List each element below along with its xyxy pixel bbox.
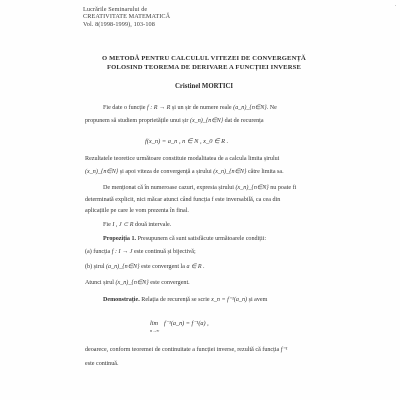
title-line-1: O METODĂ PENTRU CALCULUL VITEZEI DE CONVERGENȚĂ	[102, 55, 306, 62]
paragraph-line	[103, 222, 171, 229]
conclusion-line	[85, 280, 190, 287]
math-inline: (x_n)_{n∈N}	[189, 118, 224, 124]
text: Fie	[103, 222, 111, 228]
text: nu poate fi	[270, 185, 297, 191]
scan-speck	[395, 5, 396, 6]
demonstration-line	[103, 297, 267, 304]
text: și apoi viteza de convergență a șirului	[119, 169, 212, 175]
text: (a) funcția	[85, 249, 111, 255]
math-inline: (x_n)_{n∈N}	[213, 169, 247, 175]
text: către limita sa.	[247, 169, 284, 175]
lim-operator: lim	[150, 320, 158, 327]
header-line-3: Vol. 8(1998-1999), 103-108	[83, 20, 155, 28]
text: Atunci șirul	[85, 280, 114, 286]
paragraph-line	[85, 169, 284, 176]
text: Presupunem că sunt satisfăcute următoarele condiții:	[137, 236, 267, 242]
paragraph-line: este continuă.	[85, 361, 119, 367]
text: De menționat că în numeroase cazuri, expresia șirului	[103, 185, 234, 191]
text: este continuă și bijectivă;	[133, 249, 196, 255]
math-inline: a ∈ R .	[186, 264, 205, 270]
text: (b) șirul	[85, 264, 105, 270]
lim-subscript: n→∞	[150, 328, 160, 333]
condition-b	[85, 264, 205, 271]
paragraph-line: determinată explicit, nici măcar atunci când funcția f este inversabilă, ca cea din	[85, 197, 281, 203]
math-inline: x_n = f⁻¹(a_n)	[211, 297, 248, 303]
paragraph-line	[103, 105, 277, 112]
proposition-line	[103, 236, 266, 243]
journal-header	[83, 6, 170, 28]
paper-title	[70, 55, 338, 72]
condition-a	[85, 249, 196, 256]
paragraph-line	[85, 118, 264, 125]
paragraph-line: aplicațiile pe care le vom prezenta în final.	[85, 208, 189, 214]
paragraph-line	[85, 347, 288, 354]
text: propunem să studiem proprietățile unui șir	[85, 118, 189, 124]
text: Relația de recurență se scrie	[141, 297, 210, 303]
header-line-1: Lucrările Seminarului de	[83, 6, 148, 13]
author-name: Cristinel MORTICI	[174, 83, 234, 90]
text: și avem	[248, 297, 268, 303]
math-inline: (x_n)_{n∈N}	[235, 185, 269, 191]
text: este convergent.	[150, 280, 190, 286]
text: două intervale.	[135, 222, 172, 228]
header-line-2: CREATIVITATE MATEMATICĂ	[83, 13, 171, 21]
math-inline: f⁻¹	[280, 347, 288, 353]
proposition-label: Propoziția 1.	[103, 236, 137, 242]
math-inline: (a_n)_{n∈N}	[233, 105, 267, 111]
math-inline: (x_n)_{n∈N}	[85, 169, 119, 175]
limit-formula	[150, 320, 270, 342]
math-inline: f : I → J	[111, 249, 133, 255]
text: dat de recurența	[224, 118, 264, 124]
paragraph-line: Rezultatele teoretice următoare constituie modalitatea de a calcula limita șirului	[85, 156, 280, 162]
text: . Ne	[266, 105, 277, 111]
math-inline: I , J ⊂ R	[112, 222, 134, 228]
text: și un șir de numere reale	[171, 105, 232, 111]
text: este convergent la	[141, 264, 185, 270]
paragraph-line	[103, 185, 296, 192]
formula-recurrence: f(x_n) = a_n , n ∈ N , x_0 ∈ R .	[145, 138, 229, 145]
math-inline: (x_n)_{n∈N}	[115, 280, 149, 286]
title-line-2: FOLOSIND TEOREMA DE DERIVARE A FUNCȚIEI INVERSE	[106, 63, 302, 71]
demonstration-label: Demonstrație.	[103, 297, 140, 303]
math-inline: (a_n)_{n∈N}	[106, 264, 140, 270]
lim-expression: f⁻¹(a_n) = f⁻¹(a) ,	[164, 320, 209, 327]
text: deoarece, conform teoremei de continuitate a funcției inverse, rezultă că funcția	[85, 347, 280, 353]
math-inline: f : R → R	[147, 105, 171, 111]
text: Fie date o funcție	[103, 105, 146, 111]
